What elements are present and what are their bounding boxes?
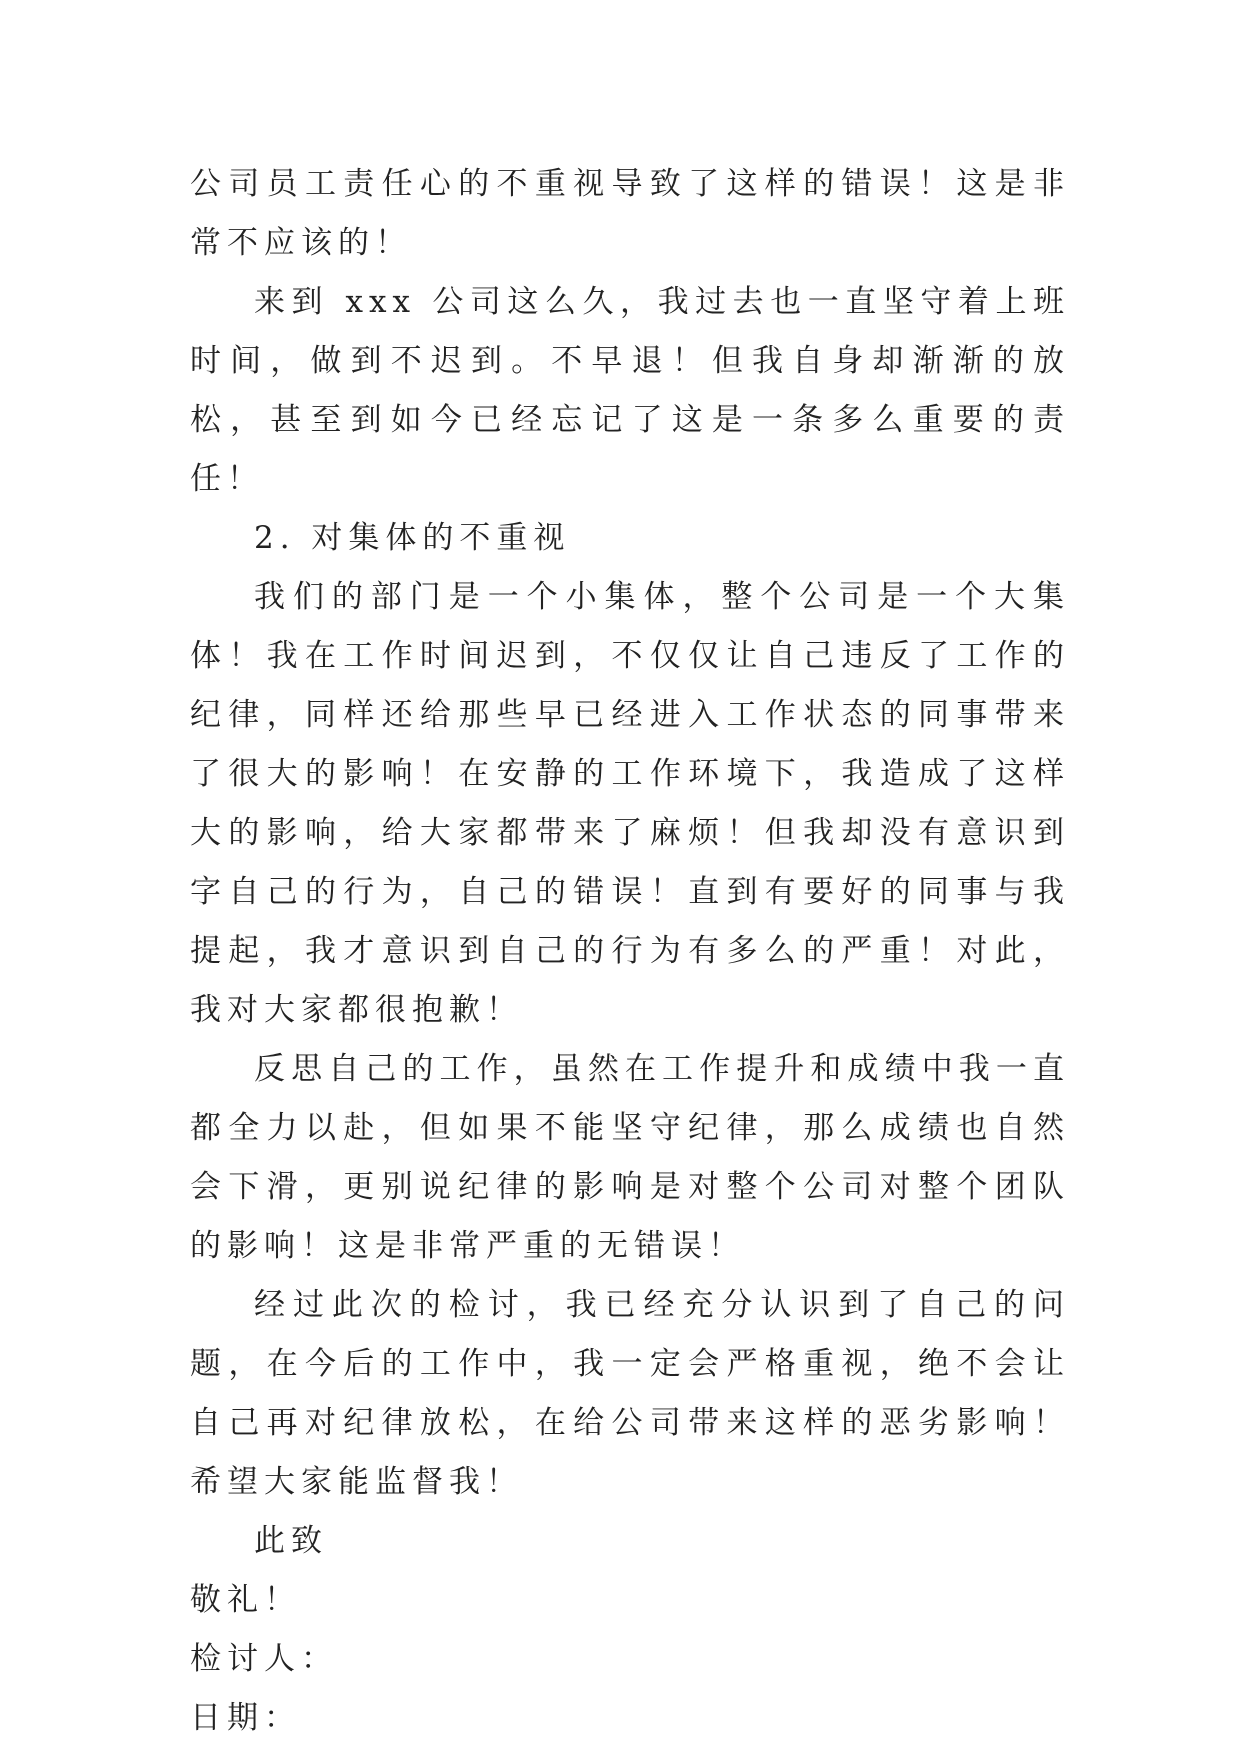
paragraph-collective: 我们的部门是一个小集体，整个公司是一个大集体！我在工作时间迟到，不仅仅让自己违反了工作的纪律，同样还给那些早已经进入工作状态的同事带来了很大的影响！在安静的工作环境下，我造成了这样大的影响，给大家都带来了麻烦！但我却没有意识到字自己的行为，自己的错误！直到有要好的同事与我提起，我才意识到自己的行为有多么的严重！对此，我对大家都很抱歉！ <box>190 579 1070 1028</box>
section-heading-collective: 2. 对集体的不重视 <box>254 520 571 556</box>
date-line: 日期： <box>190 1700 301 1736</box>
closing-salutation: 此致 <box>254 1523 328 1559</box>
paragraph-reflection: 反思自己的工作，虽然在工作提升和成绩中我一直都全力以赴，但如果不能坚守纪律，那么成绩也自然会下滑，更别说纪律的影响是对整个公司对整个团队的影响！这是非常严重的无错误！ <box>190 1051 1070 1264</box>
closing-regards: 敬礼！ <box>190 1582 301 1618</box>
signature-line: 检讨人： <box>190 1641 338 1677</box>
paragraph-punctuality: 来到 xxx 公司这么久，我过去也一直坚守着上班时间，做到不迟到。不早退！但我自身却渐渐的放松，甚至到如今已经忘记了这是一条多么重要的责任！ <box>190 284 1070 497</box>
paragraph-commitment: 经过此次的检讨，我已经充分认识到了自己的问题，在今后的工作中，我一定会严格重视，绝不会让自己再对纪律放松，在给公司带来这样的恶劣影响！希望大家能监督我！ <box>190 1287 1070 1500</box>
document-body <box>190 155 1070 1748</box>
paragraph-continuation: 公司员工责任心的不重视导致了这样的错误！这是非常不应该的！ <box>190 166 1070 261</box>
